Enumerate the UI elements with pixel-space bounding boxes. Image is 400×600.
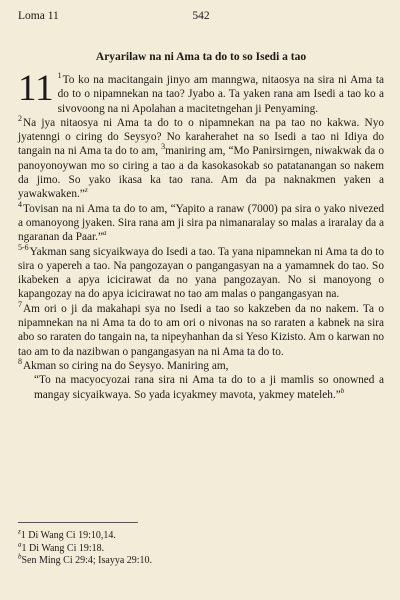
verse-text: Am ori o ji da makahapi sya no Isedi a tao so kakzeben da no nakem. Ta o nipamnekan na ni Ama ta do to am ori o nivonas na so raraten a kabnek na sira abo so raraten do tangain na, ta nipeyhanhan da si Yeso Kizisto. Am o karwan no tao am to da nazibwan o pangangasyan na ni Ama ta do to. <box>18 302 384 358</box>
footnote-text: 1 Di Wang Ci 19:10,14. <box>20 530 116 541</box>
footnote-text: Sen Ming Ci 29:4; Isayya 29:10. <box>21 555 153 566</box>
footnotes <box>18 527 384 568</box>
footnote-marker: z <box>18 527 21 536</box>
footnote-marker: z <box>84 186 88 195</box>
verse-number: 1 <box>57 71 62 81</box>
page-number: 542 <box>192 10 210 22</box>
verse-paragraph <box>18 199 384 245</box>
verse-paragraph <box>18 242 384 302</box>
footnote <box>18 527 384 543</box>
verse-number: 7 <box>18 299 22 309</box>
chapter-body <box>18 68 384 402</box>
verse-number: 3 <box>161 142 166 152</box>
running-header <box>18 10 384 28</box>
verse-paragraph <box>18 359 384 373</box>
footnote-divider <box>18 522 138 523</box>
section-heading: Aryarilaw na ni Ama ta do to so Isedi a tao <box>95 51 307 63</box>
verse-text: maniring am, “Mo Panirsirngen, niwakwak da o panoyonoywan mo so ciring a tao a da kasokasokab so patatanangan so nakem da jimo. So yako ikasa ka tao rana. Am da pa naknakmen yaken a yawakwaken.” <box>18 145 384 201</box>
footnote-marker: a <box>103 229 107 238</box>
quote-text: “To na macyocyozai rana sira ni Ama ta do to a ji mamlis so onowned a mangay sicyaikwaya. So yada icyakmey mavota, yakmey mateleh.” <box>34 374 384 401</box>
footnote <box>18 552 384 568</box>
scripture-quote <box>34 373 384 402</box>
chapter-number: 11 <box>18 68 54 109</box>
verse-number: 4 <box>18 199 22 209</box>
verse-paragraph <box>18 299 384 359</box>
verse-number: 8 <box>18 357 22 367</box>
footnote-marker: a <box>18 540 22 549</box>
verse-text: Na jya nitaosya ni Ama ta do to o nipamnekan na pa tao no kakwa. Nyo jyatenngi o ciring do Seysyo? No karaherahet na so Isedi a tao ni Idiya do tangain na ni Ama ta do to am, <box>18 116 384 158</box>
verse-paragraph <box>18 68 384 116</box>
verse-paragraph <box>18 116 384 202</box>
footnote <box>18 540 384 556</box>
verse-text: Akman so ciring na do Seysyo. Maniring am, <box>22 359 229 372</box>
book-chapter-label: Loma 11 <box>18 10 59 22</box>
verse-text: Yakman sang sicyaikwaya do Isedi a tao. Ta yana nipamnekan ni Ama ta do to sira o yapereh a tao. Na pangozayan o pangangasyan na a yamamnek do tao. So ikabeken a apya icicirawat da no yana pangozayan. No si manoyong o kapangozay na do apya icicirawat no tao am malas o pangangasyan na. <box>18 245 384 301</box>
footnote-marker: b <box>340 386 345 395</box>
verse-text: To ko na macitangain jinyo am manngwa, nitaosya na sira ni Ama ta do to o nipamnekan na tao? Jyabo a. Ta yaken rana am Isedi a tao ko a sivovoong na ni Apolahan a macitetngehan ji Penyaming. <box>57 74 384 115</box>
verse-number: 5-6 <box>18 242 29 252</box>
verse-text: Tovisan na ni Ama ta do to am, “Yapito a ranaw (7000) pa sira o yako nivezed a omanoyong jyaken. Sira rana am ji sira pa nimanaralay so malas a iraralay da a ngaranan da Paar.” <box>18 202 384 244</box>
footnote-text: 1 Di Wang Ci 19:18. <box>21 542 105 554</box>
footnote-marker: b <box>18 552 22 561</box>
verse-number: 2 <box>18 114 22 124</box>
